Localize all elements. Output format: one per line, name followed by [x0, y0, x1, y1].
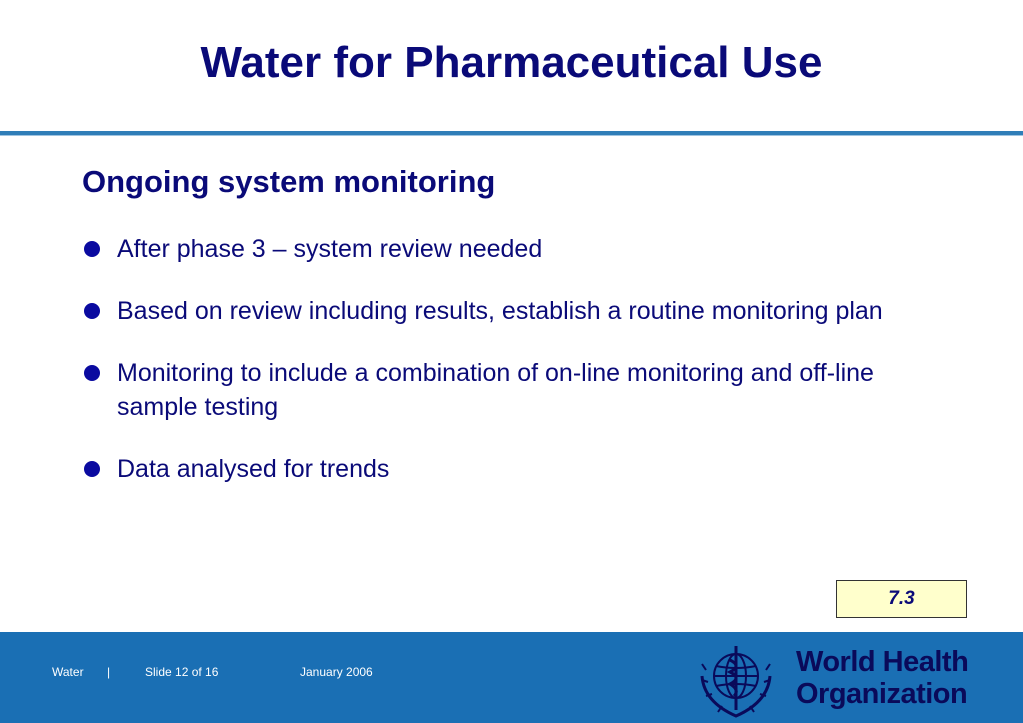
footer-separator: | — [107, 665, 111, 679]
who-name-line2: Organization — [796, 678, 968, 710]
bullet-dot-icon — [84, 365, 100, 381]
bullet-dot-icon — [84, 461, 100, 477]
bullet-item — [82, 452, 982, 486]
footer-slide-number: Slide 12 of 16 — [145, 665, 219, 679]
slide-title: Water for Pharmaceutical Use — [200, 38, 823, 87]
footer-date: January 2006 — [300, 665, 373, 679]
who-name-line1: World Health — [796, 646, 969, 678]
bullet-item — [82, 232, 982, 266]
bullet-text: After phase 3 – system review needed — [117, 235, 543, 263]
bullet-text: Based on review including results, establish a routine monitoring plan — [117, 297, 883, 325]
who-emblem-icon — [694, 636, 778, 720]
bullet-text: Data analysed for trends — [117, 455, 390, 483]
footer-section: Water — [52, 665, 84, 679]
footer-bar — [0, 632, 1023, 723]
bullet-item — [82, 294, 957, 328]
bullet-item — [82, 356, 917, 424]
reference-number-box: 7.3 — [836, 580, 967, 618]
bullet-text: Monitoring to include a combination of on-line monitoring and off-line sample testing — [117, 359, 874, 421]
bullet-list — [82, 232, 982, 514]
slide-subtitle: Ongoing system monitoring — [82, 164, 496, 199]
title-divider — [0, 131, 1023, 136]
bullet-dot-icon — [84, 303, 100, 319]
bullet-dot-icon — [84, 241, 100, 257]
